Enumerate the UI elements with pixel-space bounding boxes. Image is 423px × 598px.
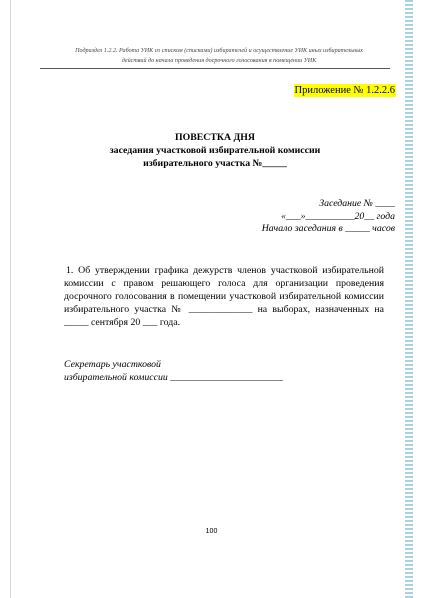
title-line-1: ПОВЕСТКА ДНЯ — [175, 132, 255, 143]
meeting-date: «___»__________20__ года — [281, 210, 395, 222]
secretary-line-2: избирательной комиссии _______________________ — [64, 371, 283, 383]
secretary-line-1: Секретарь участковой — [64, 359, 161, 370]
page-right-stripe — [405, 0, 413, 598]
meeting-number: Заседание № ____ — [319, 198, 395, 209]
section-header-note — [40, 46, 398, 66]
agenda-item-1: 1. Об утверждении графика дежурств членов участковой избирательной комиссии с правом решающего голоса для организации проведения досрочного голосования в помещении участковой избирательной комиссии избирательного участка № _____________ на выборах, назначенных на _____ сентября 20 ___ года. — [64, 265, 384, 328]
title-line-3: избирательного участка №_____ — [143, 158, 287, 169]
header-divider — [40, 68, 390, 69]
header-note-line-2: действий до начала проведения досрочного голосования в помещении УИК — [121, 58, 317, 64]
meeting-info — [262, 198, 395, 236]
page-left-border — [10, 0, 11, 598]
title-line-2: заседания участковой избирательной комиссии — [109, 145, 321, 156]
secretary-signature-block — [64, 359, 283, 384]
document-title — [40, 131, 390, 170]
page-number: 100 — [205, 528, 218, 535]
meeting-start-time: Начало заседания в _____ часов — [261, 223, 395, 234]
appendix-label: Приложение № 1.2.2.6 — [294, 85, 395, 96]
header-note-line-1: Подраздел 1.2.2. Работа УИК со списком (списками) избирателей и осуществление УИК иных избирательных — [75, 48, 363, 54]
